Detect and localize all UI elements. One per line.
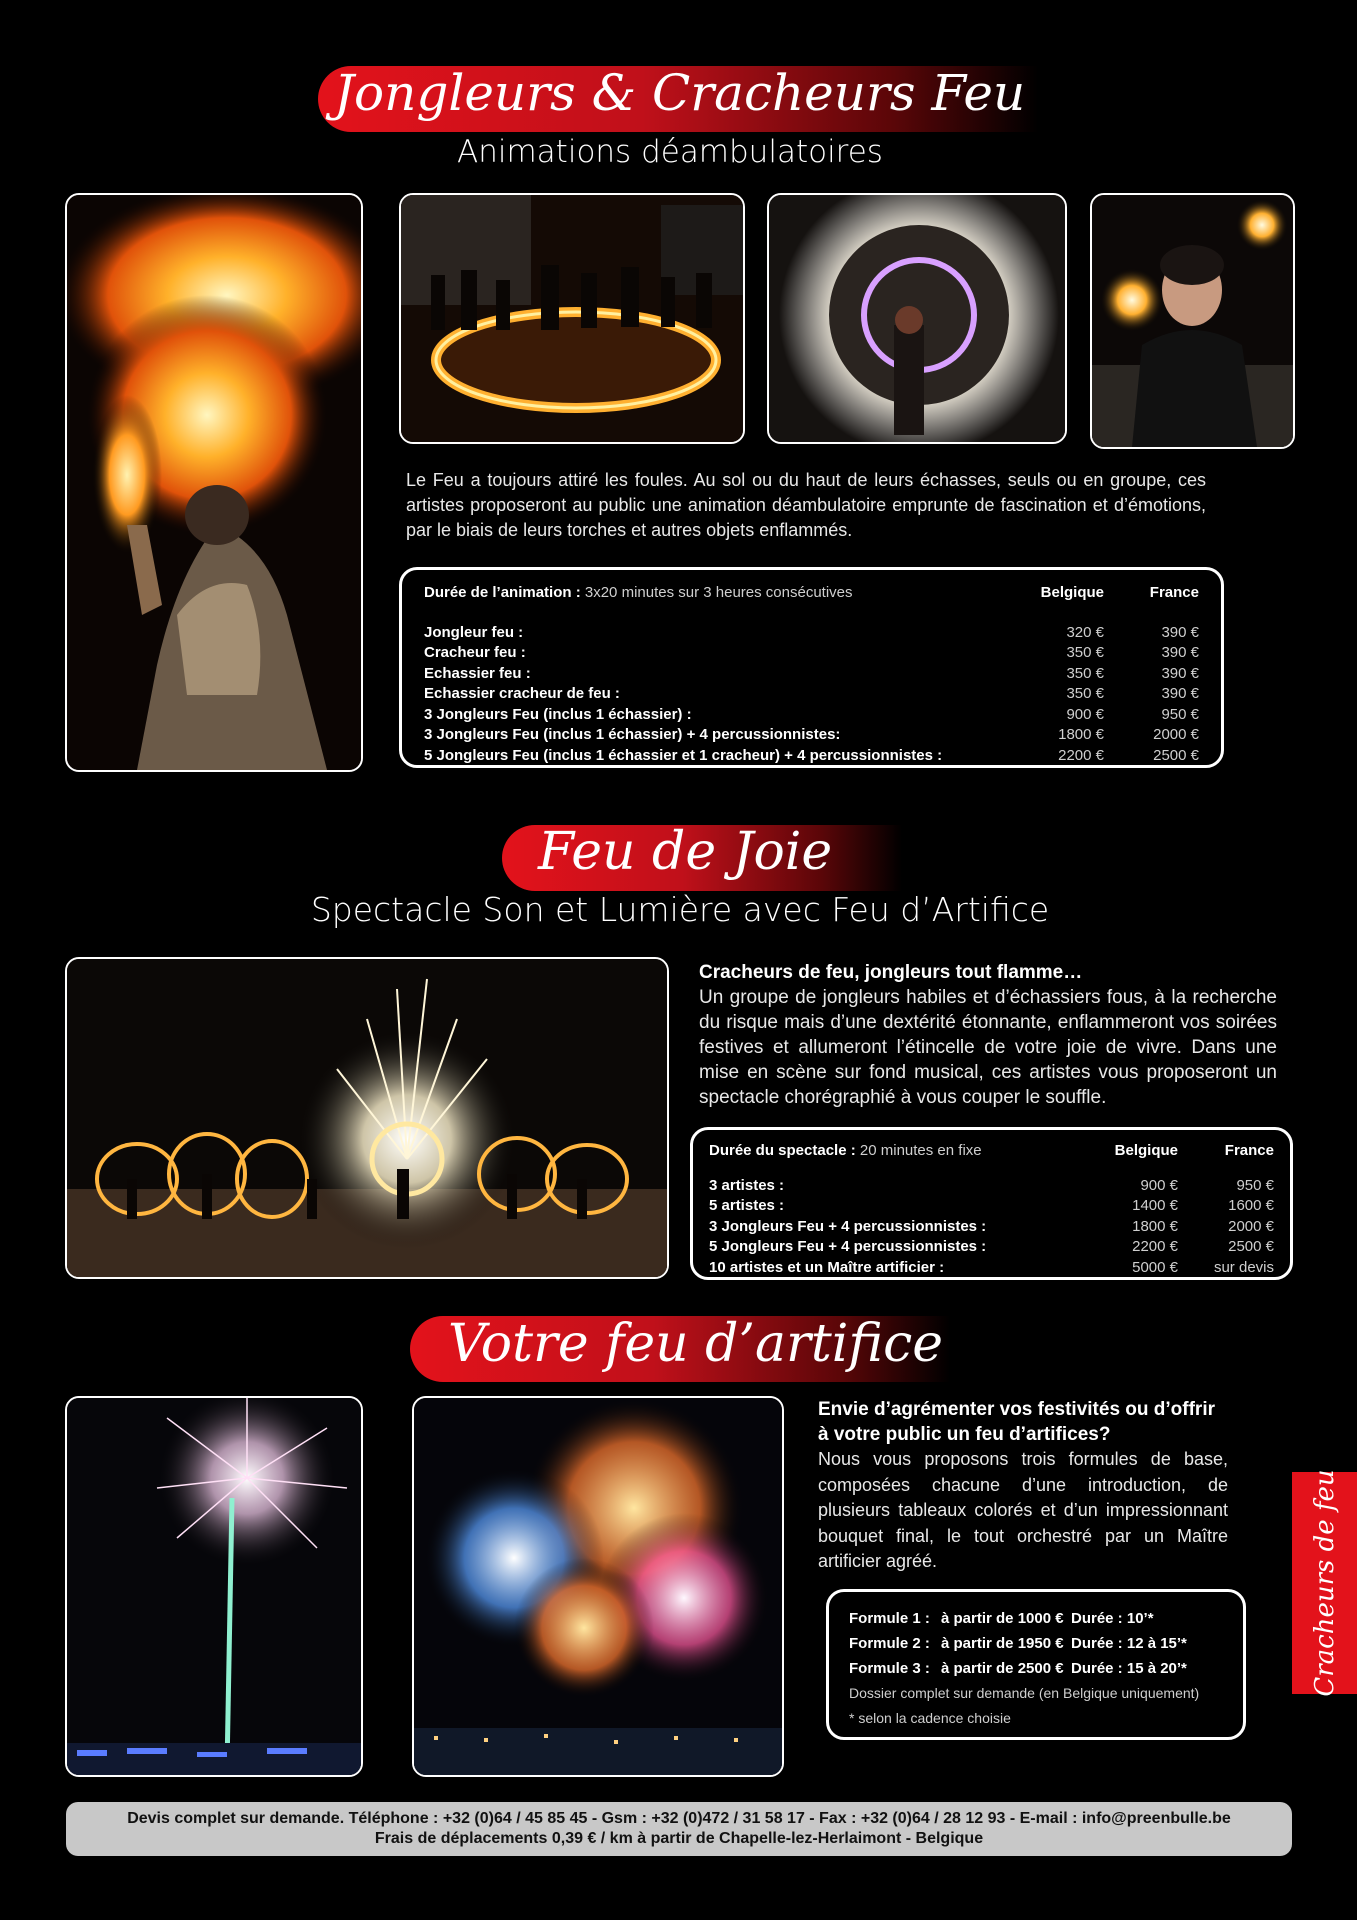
footer-line2: Frais de déplacements 0,39 € / km à partir de Chapelle-lez-Herlaimont - Belgique	[374, 1830, 984, 1847]
section2-col-france: France	[1224, 1142, 1274, 1159]
photo-fire-show	[65, 957, 669, 1279]
section2-heading: Cracheurs de feu, jongleurs tout flamme…	[699, 962, 1083, 983]
table-row: 10 artistes et un Maître artificier : 5000 € sur devis	[709, 1258, 1274, 1276]
table-row: Echassier feu : 350 € 390 €	[424, 664, 1199, 682]
section1-rows	[424, 622, 1199, 766]
table-row: 3 Jongleurs Feu (inclus 1 échassier) + 4 percussionnistes: 1800 € 2000 €	[424, 726, 1199, 744]
footer-contact-bar	[66, 1802, 1292, 1856]
side-tab-label: Cracheurs de feu	[1309, 1469, 1340, 1697]
photo-firework-bouquet	[412, 1396, 784, 1777]
section2-duration-value: 20 minutes en fixe	[859, 1142, 982, 1159]
table-row: 3 artistes : 900 € 950 €	[709, 1176, 1274, 1194]
section3-paragraph: Nous vous proposons trois formules de base, composées chacune d’une introduction, de plusieurs tableaux colorés et d’un impressionnant bouquet final, le tout orchestré par un Maître artificier agréé.	[818, 1449, 1228, 1571]
section1-duration-value: 3x20 minutes sur 3 heures consécutives	[584, 584, 853, 601]
section2-subtitle: Spectacle Son et Lumière avec Feu d’Artifice	[310, 890, 1050, 929]
section1-duration-label: Durée de l’animation :	[424, 584, 581, 601]
section3-title: Votre feu d’artifice	[448, 1314, 943, 1374]
photo-fire-circle	[399, 193, 745, 444]
section1-title: Jongleurs & Cracheurs Feu	[334, 64, 1026, 122]
table-row: 5 Jongleurs Feu (inclus 1 échassier et 1 cracheur) + 4 percussionnistes : 2200 € 2500 €	[424, 746, 1199, 764]
section3-heading-line2: à votre public un feu d’artifices?	[818, 1424, 1111, 1445]
section2-duration-label: Durée du spectacle :	[709, 1142, 856, 1159]
table-row: 5 Jongleurs Feu + 4 percussionnistes : 2200 € 2500 €	[709, 1238, 1274, 1256]
section1-col-france: France	[1149, 584, 1199, 601]
section2-col-belgique: Belgique	[1114, 1142, 1178, 1159]
table-row: 5 artistes : 1400 € 1600 €	[709, 1197, 1274, 1215]
section3-heading-line1: Envie d’agrémenter vos festivités ou d’offrir	[818, 1399, 1215, 1420]
section2-paragraph: Un groupe de jongleurs habiles et d’échassiers fous, à la recherche du risque mais d’une dextérité étonnante, enflammeront vos soirées festives et allumeront l’étincelle de votre joie de vivre. Dans une mise en scène sur fond musical, ces artistes vous proposeront un spectacle chorégraphié à vous couper le souffle.	[699, 987, 1277, 1108]
section2-price-table	[690, 1127, 1293, 1280]
footer-line1: Devis complet sur demande. Téléphone : +32 (0)64 / 45 85 45 - Gsm : +32 (0)472 / 31 58 17 - Fax : +32 (0)64 / 28 12 93 - E-mail : info@preenbulle.be	[127, 1810, 1231, 1827]
photo-spark-wheel	[767, 193, 1067, 444]
formula-row: Formule 2 : à partir de 1950 € Durée : 12 à 15’*	[849, 1635, 1187, 1652]
section1-price-table	[399, 567, 1224, 768]
table-row: Cracheur feu : 350 € 390 €	[424, 644, 1199, 662]
table-row: Echassier cracheur de feu : 350 € 390 €	[424, 685, 1199, 703]
table-row: 3 Jongleurs Feu + 4 percussionnistes : 1800 € 2000 €	[709, 1217, 1274, 1235]
section3-note2: * selon la cadence choisie	[849, 1710, 1011, 1726]
side-tab	[1292, 1469, 1357, 1697]
section1-subtitle: Animations déambulatoires	[457, 134, 883, 170]
photo-firework-rocket	[65, 1396, 363, 1777]
section3-note1: Dossier complet sur demande (en Belgique uniquement)	[849, 1685, 1200, 1701]
photo-fire-breather	[65, 193, 363, 772]
section2-rows	[709, 1175, 1274, 1278]
photo-fire-juggler	[1090, 193, 1295, 449]
table-row: 3 Jongleurs Feu (inclus 1 échassier) : 900 € 950 €	[424, 705, 1199, 723]
table-row: Jongleur feu : 320 € 390 €	[424, 623, 1199, 641]
formula-row: Formule 3 : à partir de 2500 € Durée : 15 à 20’*	[849, 1660, 1187, 1677]
section3-formulas	[826, 1589, 1246, 1740]
section1-paragraph: Le Feu a toujours attiré les foules. Au sol ou du haut de leurs échasses, seuls ou en groupe, ces artistes proposeront au public une animation déambulatoire emprunte de fascination et d’émotions, par le biais de leurs torches et autres objets enflammés.	[406, 470, 1206, 540]
section1-col-belgique: Belgique	[1040, 584, 1104, 601]
formula-row: Formule 1 : à partir de 1000 € Durée : 10’*	[849, 1610, 1154, 1627]
formula-rows	[849, 1606, 1223, 1681]
section2-title: Feu de Joie	[538, 822, 833, 882]
